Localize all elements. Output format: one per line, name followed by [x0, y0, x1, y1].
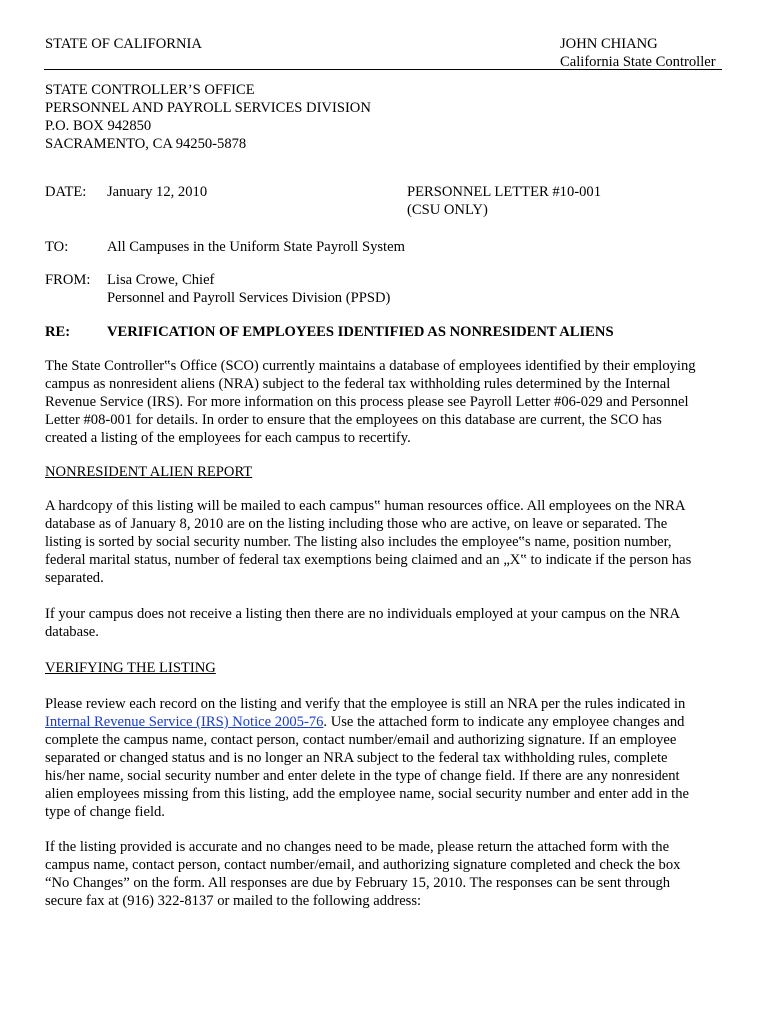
section1-line: A hardcopy of this listing will be mailed to each campus‟ human resources office. All employees on the NRA — [45, 498, 686, 514]
office-po-box: P.O. BOX 942850 — [45, 118, 152, 134]
from-name: Lisa Crowe, Chief — [107, 272, 215, 288]
section-heading-verifying: VERIFYING THE LISTING — [45, 660, 216, 676]
section2-line: type of change field. — [45, 804, 165, 820]
letter-number: PERSONNEL LETTER #10-001 — [407, 184, 602, 200]
section2-p2-line: If the listing provided is accurate and no changes need to be made, please return the attached form with the — [45, 839, 670, 855]
controller-name: JOHN CHIANG — [560, 36, 658, 52]
header-divider — [44, 69, 722, 70]
section2-link-trailing-text: . Use the attached form to indicate any employee changes and — [323, 714, 685, 730]
section1-line: separated. — [45, 570, 104, 586]
re-subject: VERIFICATION OF EMPLOYEES IDENTIFIED AS NONRESIDENT ALIENS — [107, 324, 614, 340]
section2-p2-line: “No Changes” on the form. All responses are due by February 15, 2010. The responses can be sent through — [45, 875, 671, 891]
section1-line: database as of January 8, 2010 are on the listing including those who are active, on leave or separated. The — [45, 516, 668, 532]
section-heading-nra-report: NONRESIDENT ALIEN REPORT — [45, 464, 253, 480]
letter-scope: (CSU ONLY) — [407, 202, 488, 218]
intro-line: Letter #08-001 for details. In order to ensure that the employees on this database are current, the SCO has — [45, 412, 662, 428]
office-division: PERSONNEL AND PAYROLL SERVICES DIVISION — [45, 100, 371, 116]
section1-p2-line: If your campus does not receive a listing then there are no individuals employed at your campus on the NRA — [45, 606, 681, 622]
section2-p2-line: secure fax at (916) 322-8137 or mailed to the following address: — [45, 893, 422, 909]
office-name: STATE CONTROLLER’S OFFICE — [45, 82, 255, 98]
office-city: SACRAMENTO, CA 94250-5878 — [45, 136, 247, 152]
irs-notice-link[interactable]: Internal Revenue Service (IRS) Notice 2005-76 — [45, 714, 324, 730]
to-value: All Campuses in the Uniform State Payroll System — [107, 239, 405, 255]
intro-line: The State Controller‟s Office (SCO) currently maintains a database of employees identified by their employing — [45, 358, 696, 374]
controller-title: California State Controller — [560, 54, 716, 70]
section1-line: listing is sorted by social security number. The listing also includes the employee‟s name, position number, — [45, 534, 672, 550]
section2-line: alien employees missing from this listing, add the employee name, social security number and enter add in the — [45, 786, 689, 802]
date-label: DATE: — [45, 184, 87, 200]
date-value: January 12, 2010 — [107, 184, 208, 200]
section2-link-line — [45, 713, 684, 731]
section2-line: his/her name, social security number and enter delete in the type of change field. If there are any nonresident — [45, 768, 680, 784]
state-name: STATE OF CALIFORNIA — [45, 36, 202, 52]
section1-line: federal marital status, number of federal tax exemptions being claimed and an „X‟ to indicate if the person has — [45, 552, 692, 568]
to-label: TO: — [45, 239, 69, 255]
re-label: RE: — [45, 324, 71, 340]
section2-line: separated or changed status and is no longer an NRA subject to the federal tax withholding rules, complete — [45, 750, 668, 766]
section2-line: complete the campus name, contact person, contact number/email and authorizing signature. If an employee — [45, 732, 677, 748]
section2-line: Please review each record on the listing and verify that the employee is still an NRA per the rules indicated in — [45, 696, 686, 712]
intro-line: created a listing of the employees for each campus to recertify. — [45, 430, 411, 446]
from-division: Personnel and Payroll Services Division (PPSD) — [107, 290, 391, 306]
section2-p2-line: campus name, contact person, contact number/email, and authorizing signature completed and check the box — [45, 857, 681, 873]
intro-line: campus as nonresident aliens (NRA) subject to the federal tax withholding rules determined by the Internal — [45, 376, 671, 392]
intro-line: Revenue Service (IRS). For more information on this process please see Payroll Letter #06-029 and Personnel — [45, 394, 689, 410]
from-label: FROM: — [45, 272, 91, 288]
section1-p2-line: database. — [45, 624, 99, 640]
